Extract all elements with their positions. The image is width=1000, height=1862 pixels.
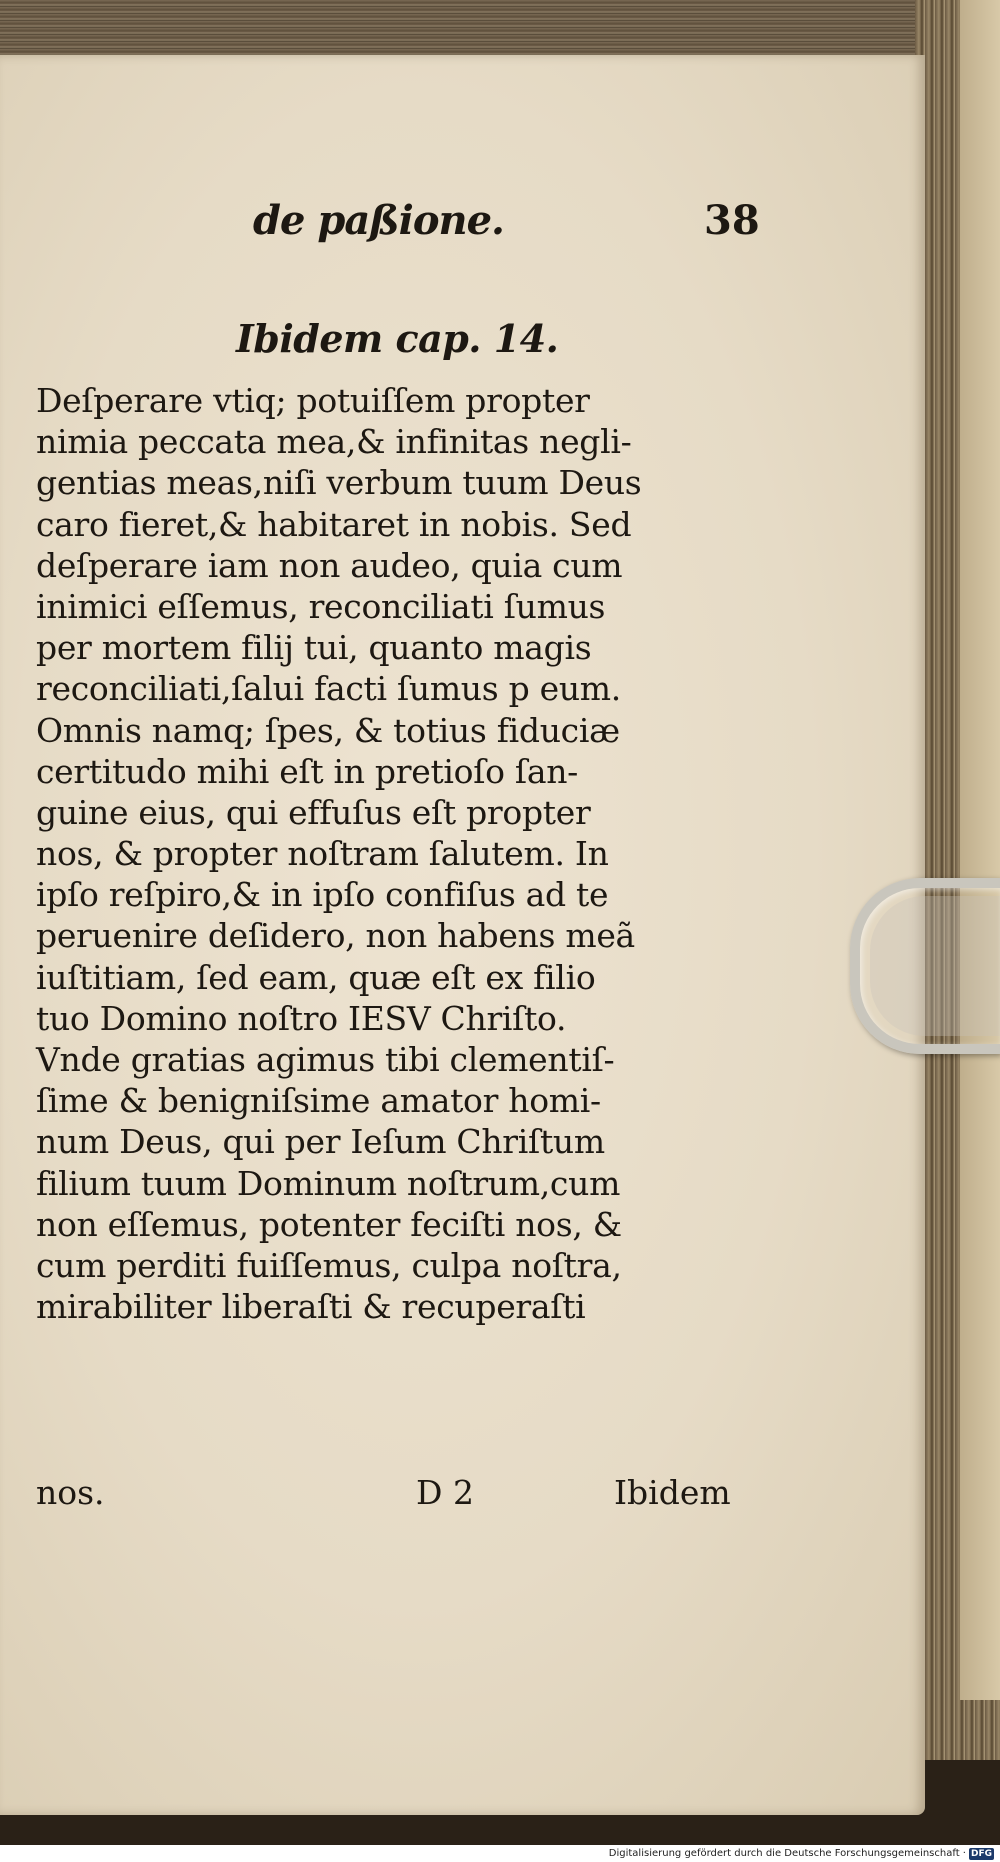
last-word: nos. [36,1473,105,1512]
section-title: Ibidem cap. 14. [236,316,559,361]
page-clip [850,878,1000,1054]
body-text [36,380,776,1327]
text-line: filium tuum Dominum noſtrum,cum [36,1163,621,1203]
text-line: non eſſemus, potenter feciſti nos, & [36,1204,622,1244]
text-line: reconciliati,ſalui facti ſumus p eum. [36,669,621,709]
text-line: certitudo mihi eſt in pretioſo ſan- [36,751,579,791]
page-header [28,191,768,251]
page-footer [36,1471,776,1515]
dfg-logo: DFG [970,1849,992,1859]
book-page [0,55,925,1815]
text-line: ſime & benigniſsime amator homi- [36,1081,601,1121]
text-line: tuo Domino noſtro IESV Chriſto. [36,998,567,1038]
book-top-edges [0,0,920,62]
digitization-credit [609,1847,994,1860]
credit-text: Digitalisierung gefördert durch die Deutsche Forschungsgemeinschaft · [608,1848,966,1859]
text-line: guine eius, qui effuſus eſt propter [36,792,591,832]
page-number: 38 [704,197,760,244]
text-line: num Deus, qui per Ieſum Chriſtum [36,1122,605,1162]
text-line: per mortem filij tui, quanto magis [36,628,592,668]
text-line: deſperare iam non audeo, quia cum [36,545,623,585]
text-line: Omnis namq; ſpes, & totius fiduciæ [36,710,620,750]
text-line: peruenire deſidero, non habens meã [36,916,635,956]
text-line: Vnde gratias agimus tibi clementiſ- [36,1040,615,1079]
text-line: nos, & propter noſtram ſalutem. In [36,834,609,874]
text-line: caro fieret,& habitaret in nobis. Sed [36,504,632,544]
book-outer-edges [960,0,1000,1700]
text-line: inimici eſſemus, reconciliati ſumus [36,586,606,626]
text-line: mirabiliter liberaſti & recuperaſti [36,1287,586,1327]
text-line: ipſo reſpiro,& in ipſo confiſus ad te [36,875,609,915]
text-line: iuſtitiam, ſed eam, quæ eſt ex filio [36,957,596,997]
text-line: gentias meas,niſi verbum tuum Deus [36,463,642,503]
signature-mark: D 2 [416,1473,474,1512]
text-line: Deſperare vtiq; potuiſſem propter [36,381,590,420]
running-head: de paßione. [253,197,504,244]
catchword: Ibidem [614,1473,731,1512]
text-line: cum perditi fuiſſemus, culpa noſtra, [36,1245,622,1285]
text-line: nimia peccata mea,& infinitas negli- [36,422,632,462]
